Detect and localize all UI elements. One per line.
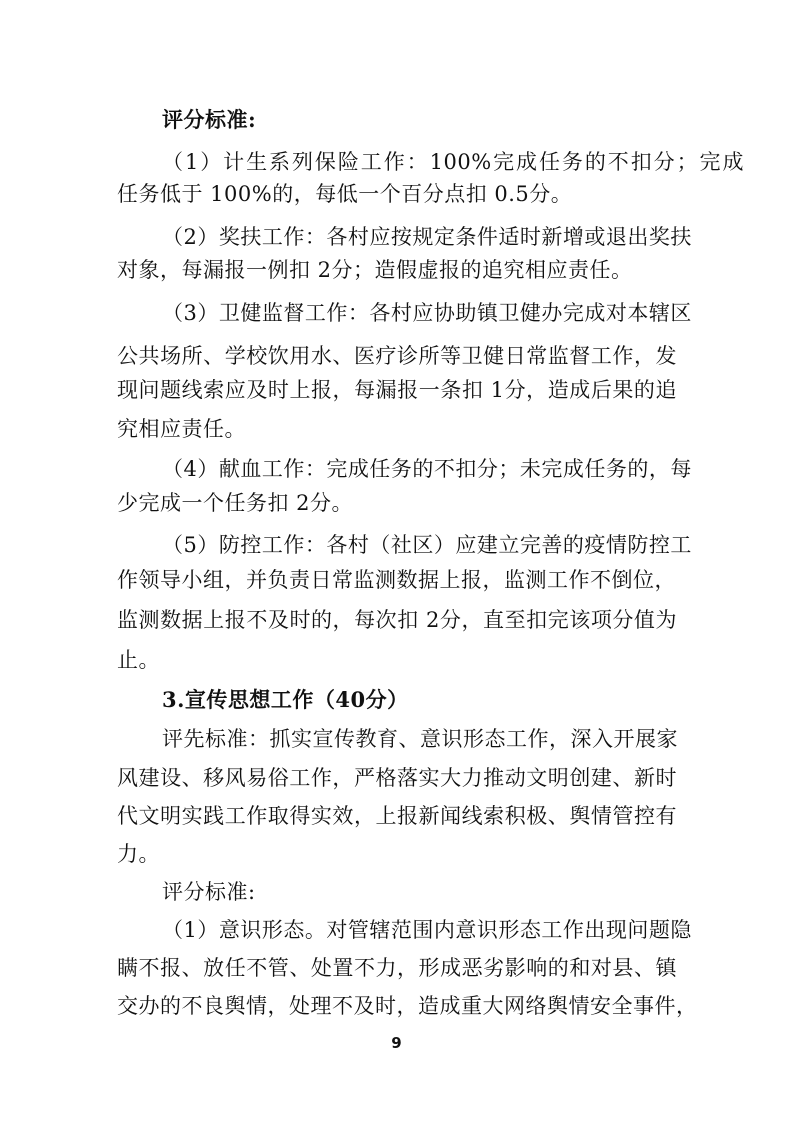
- paragraph-line: 监测数据上报不及时的，每次扣 2分，直至扣完该项分值为: [117, 608, 677, 632]
- paragraph-line: 究相应责任。: [117, 417, 246, 441]
- paragraph-line: 任务低于 100%的，每低一个百分点扣 0.5分。: [117, 182, 573, 206]
- paragraph-line: 力。: [117, 842, 160, 866]
- paragraph-line: 代文明实践工作取得实效，上报新闻线索积极、舆情管控有: [117, 804, 677, 828]
- paragraph-line: 止。: [117, 648, 160, 672]
- scoring-heading-2: 评分标准:: [162, 880, 256, 904]
- paragraph-line: 瞒不报、放任不管、处置不力，形成恶劣影响的和对县、镇: [117, 956, 677, 980]
- paragraph-line: （1）计生系列保险工作：100%完成任务的不扣分；完成: [162, 150, 744, 174]
- paragraph-line: 现问题线索应及时上报，每漏报一条扣 1分，造成后果的追: [117, 378, 677, 402]
- paragraph-line: （2）奖扶工作：各村应按规定条件适时新增或退出奖扶: [162, 225, 692, 249]
- paragraph-line: 风建设、移风易俗工作，严格落实大力推动文明创建、新时: [117, 766, 677, 790]
- page-number: 9: [391, 1034, 402, 1052]
- paragraph-line: （3）卫健监督工作：各村应协助镇卫健办完成对本辖区: [162, 301, 692, 325]
- scoring-heading-1: 评分标准:: [162, 107, 257, 132]
- paragraph-line: 作领导小组，并负责日常监测数据上报，监测工作不倒位，: [117, 568, 676, 592]
- paragraph-line: 公共场所、学校饮用水、医疗诊所等卫健日常监督工作，发: [117, 344, 677, 368]
- paragraph-line: （4）献血工作：完成任务的不扣分；未完成任务的，每: [162, 457, 692, 481]
- paragraph-line: （5）防控工作：各村（社区）应建立完善的疫情防控工: [162, 533, 692, 557]
- paragraph-line: 少完成一个任务扣 2分。: [117, 491, 354, 515]
- paragraph-line: 评先标准：抓实宣传教育、意识形态工作，深入开展家: [162, 727, 678, 751]
- paragraph-line: （1）意识形态。对管辖范围内意识形态工作出现问题隐: [162, 918, 692, 942]
- paragraph-line: 交办的不良舆情，处理不及时，造成重大网络舆情安全事件，: [117, 994, 698, 1018]
- section-heading: 3.宣传思想工作（40分）: [162, 687, 409, 712]
- paragraph-line: 对象，每漏报一例扣 2分；造假虚报的追究相应责任。: [117, 258, 633, 282]
